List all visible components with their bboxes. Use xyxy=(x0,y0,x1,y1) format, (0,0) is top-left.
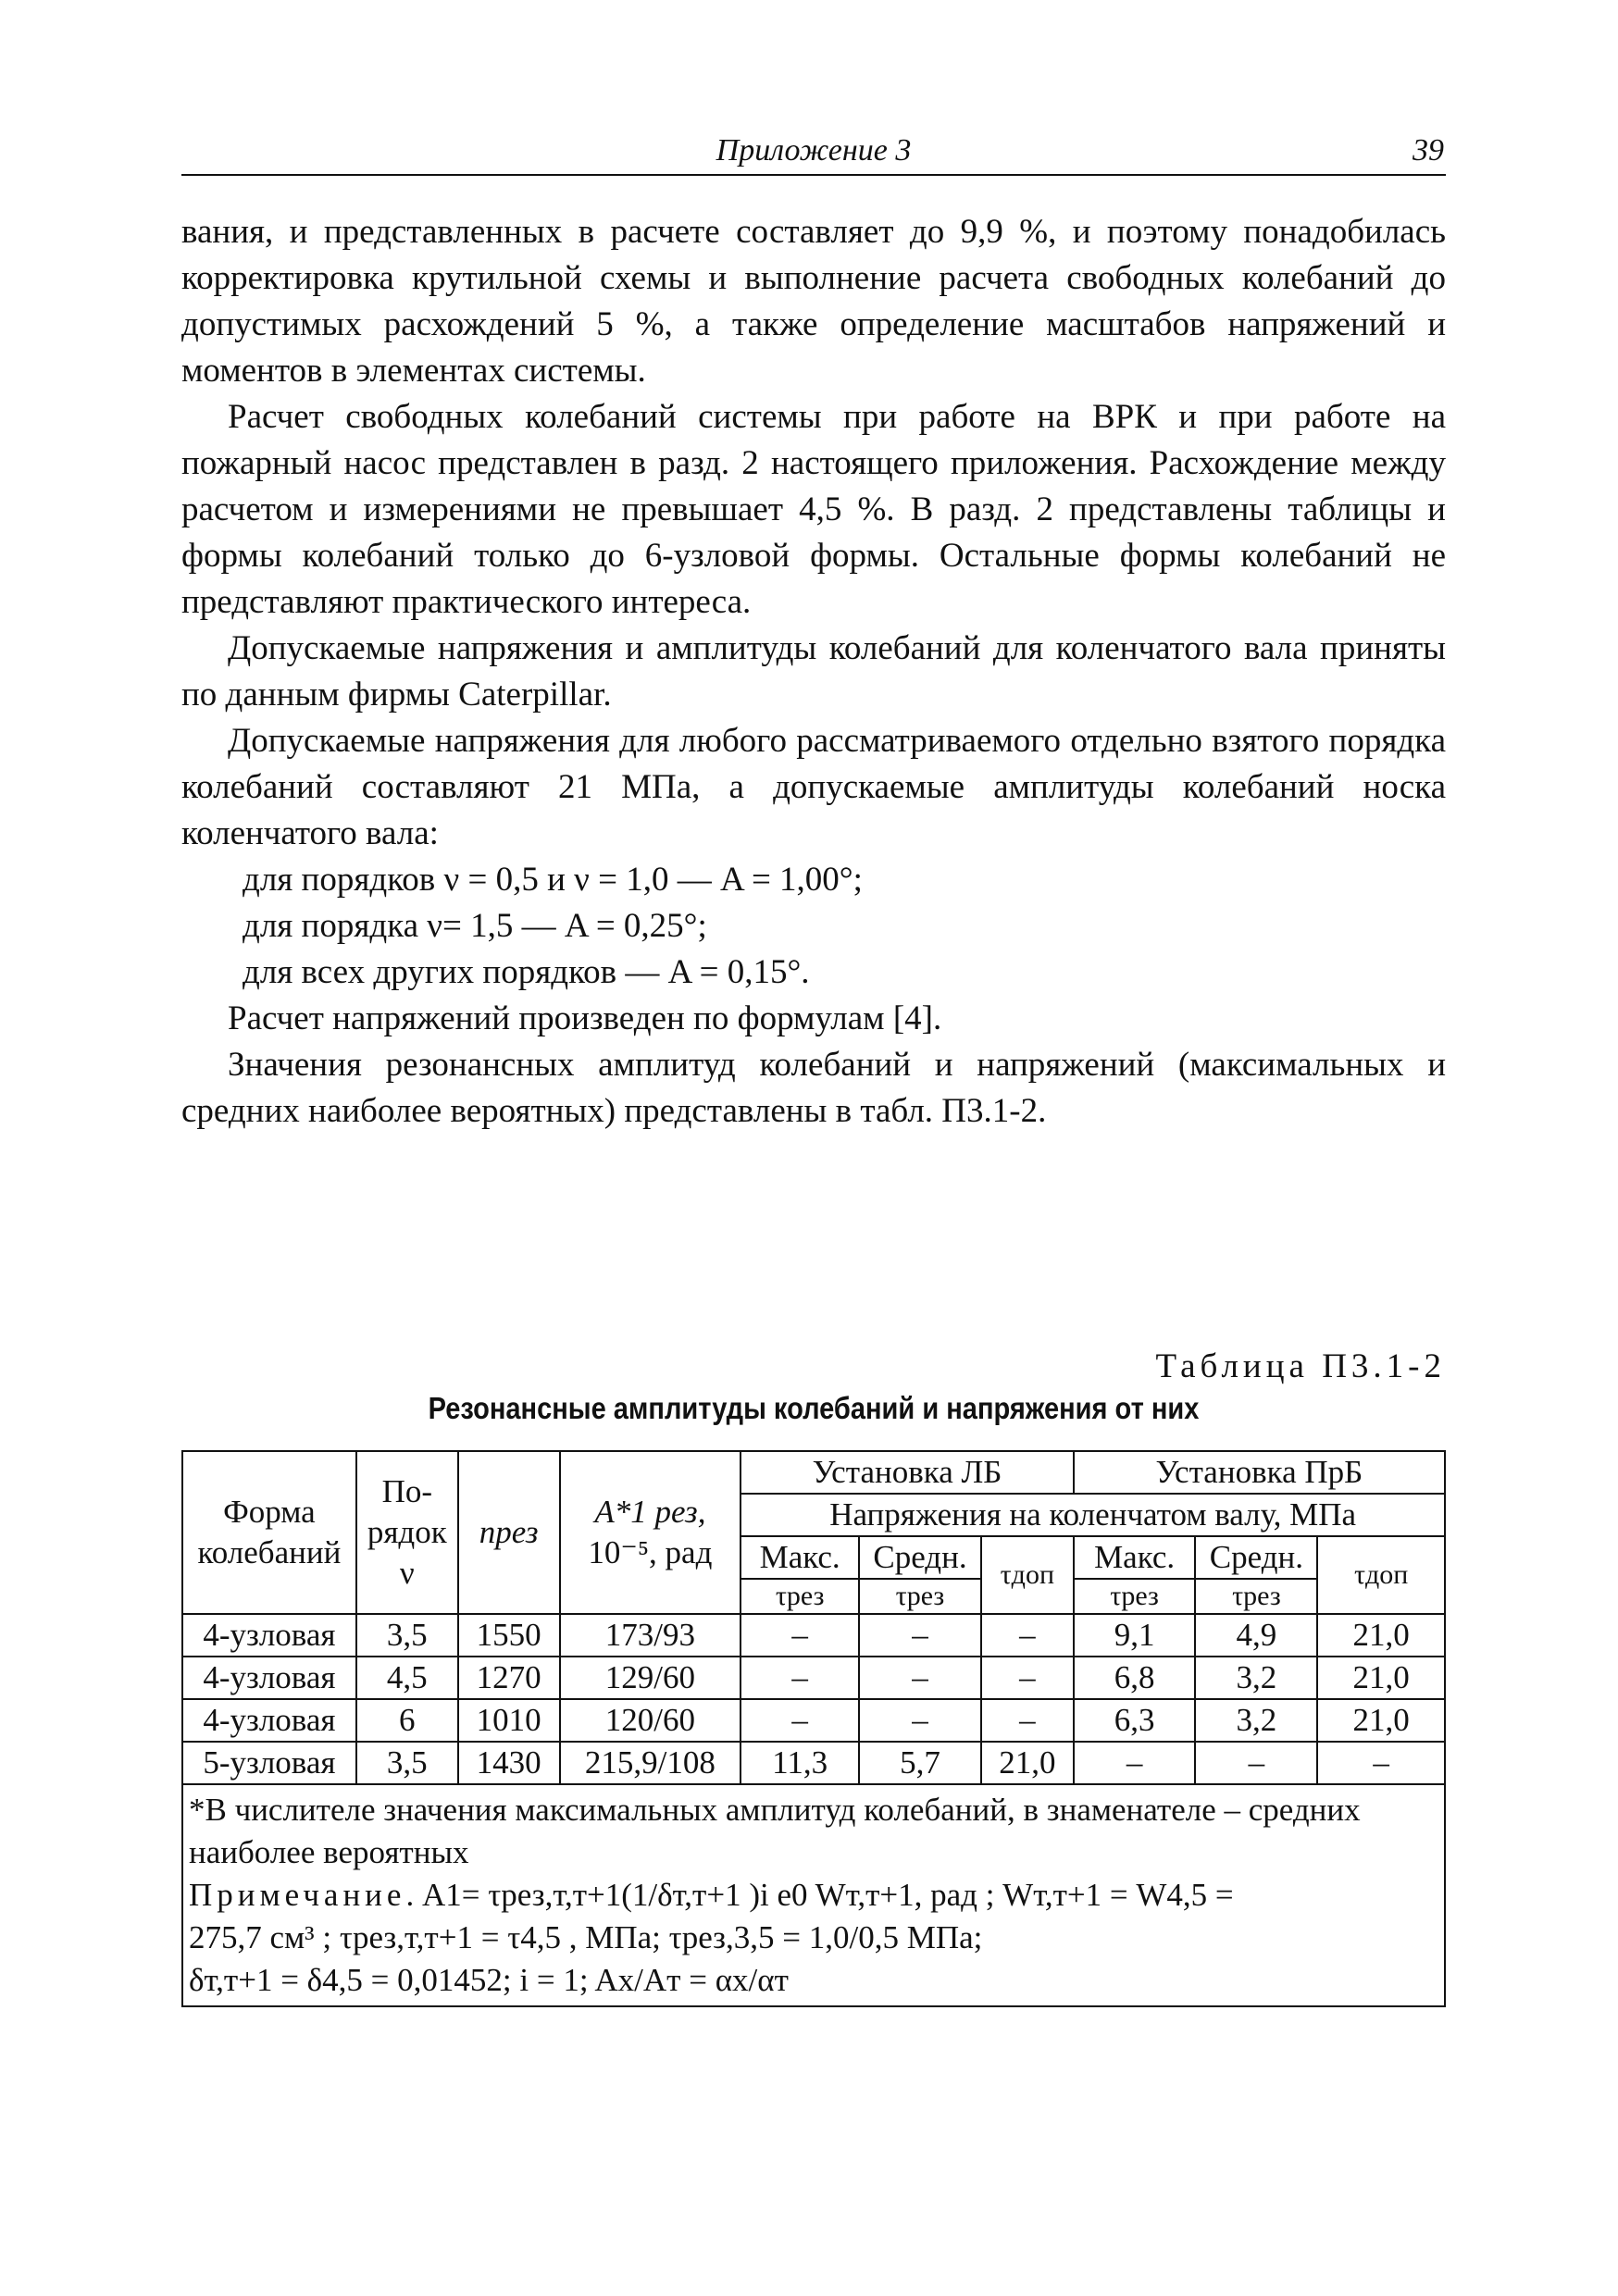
table-row xyxy=(182,1614,1445,1657)
cell-prb-avg: 3,2 xyxy=(1195,1657,1317,1699)
paragraph: Расчет свободных колебаний системы при работе на ВРК и при работе на пожарный насос представлен в разд. 2 настоящего приложения. Расхождение между расчетом и измерениями не превышает 4,5 %. В разд. 2 представлены таблицы и формы колебаний только до 6-узловой формы. Остальные формы колебаний не представляют практического интереса. xyxy=(181,398,1446,621)
limit-line: для порядков ν = 0,5 и ν = 1,0 — A = 1,00°; xyxy=(243,861,863,899)
paragraph: Расчет напряжений произведен по формулам [4]. xyxy=(228,999,942,1037)
paragraph: Допускаемые напряжения для любого рассматриваемого отдельно взятого порядка колебаний составляют 21 МПа, а допускаемые амплитуды колебаний носка коленчатого вала: xyxy=(181,722,1446,852)
body-text xyxy=(181,209,1446,1135)
cell-nrez: 1270 xyxy=(458,1657,560,1699)
header-install-prb: Установка ПрБ xyxy=(1074,1451,1445,1494)
header-tau-dop-lb: τдоп xyxy=(981,1536,1074,1614)
cell-form: 5-узловая xyxy=(182,1742,356,1784)
cell-lb-avg: 5,7 xyxy=(859,1742,981,1784)
table-row xyxy=(182,1742,1445,1784)
header-order-symbol: ν xyxy=(399,1555,415,1591)
header-tau-dop-prb: τдоп xyxy=(1317,1536,1445,1614)
table-row xyxy=(182,1699,1445,1742)
cell-amplitude: 215,9/108 xyxy=(560,1742,741,1784)
note-line2: 275,7 см³ ; τрез,т,т+1 = τ4,5 , МПа; τрез,3,5 = 1,0/0,5 МПа; xyxy=(189,1919,983,1955)
table-caption: Таблица П3.1-2 xyxy=(1155,1347,1446,1385)
header-amplitude-line2: 10⁻⁵, рад xyxy=(588,1534,713,1570)
cell-prb-avg: 4,9 xyxy=(1195,1614,1317,1657)
cell-amplitude: 129/60 xyxy=(560,1657,741,1699)
header-form: Форма колебаний xyxy=(182,1451,356,1614)
note-line3: δт,т+1 = δ4,5 = 0,01452; i = 1; Ax/Aт = αx/αт xyxy=(189,1962,789,1998)
header-tau-rez: τрез xyxy=(741,1579,859,1614)
table-row xyxy=(182,1657,1445,1699)
limit-line: для порядка ν= 1,5 — A = 0,25°; xyxy=(243,907,707,945)
paragraph: вания, и представленных в расчете составляет до 9,9 %, и поэтому понадобилась корректировка крутильной схемы и выполнение расчета свободных колебаний до допустимых расхождений 5 %, а также определение масштабов напряжений и моментов в элементах системы. xyxy=(181,213,1446,390)
cell-prb-dop: 21,0 xyxy=(1317,1699,1445,1742)
cell-lb-dop: – xyxy=(981,1699,1074,1742)
cell-lb-max: 11,3 xyxy=(741,1742,859,1784)
cell-order: 6 xyxy=(356,1699,458,1742)
note-line1: . A1= τрез,т,т+1(1/δт,т+1 )i e0 Wт,т+1, рад ; Wт,т+1 = W4,5 = xyxy=(405,1877,1234,1913)
cell-nrez: 1550 xyxy=(458,1614,560,1657)
cell-lb-dop: – xyxy=(981,1614,1074,1657)
table-note xyxy=(189,1874,1438,1917)
cell-amplitude: 173/93 xyxy=(560,1614,741,1657)
cell-lb-dop: 21,0 xyxy=(981,1742,1074,1784)
header-order-line1: По- xyxy=(381,1473,433,1509)
header-amplitude-line1: A*1 рез, xyxy=(594,1494,706,1530)
paragraph: Значения резонансных амплитуд колебаний и напряжений (максимальных и средних наиболее вероятных) представлены в табл. П3.1-2. xyxy=(181,1046,1446,1130)
cell-lb-dop: – xyxy=(981,1657,1074,1699)
header-amplitude xyxy=(560,1451,741,1614)
cell-prb-max: 6,8 xyxy=(1074,1657,1196,1699)
cell-prb-max: – xyxy=(1074,1742,1196,1784)
cell-prb-max: 9,1 xyxy=(1074,1614,1196,1657)
cell-prb-dop: – xyxy=(1317,1742,1445,1784)
header-tau-rez: τрез xyxy=(1074,1579,1196,1614)
header-install-lb: Установка ЛБ xyxy=(741,1451,1073,1494)
resonance-table xyxy=(181,1450,1446,2007)
footnote-row xyxy=(182,1784,1445,2006)
cell-lb-max: – xyxy=(741,1614,859,1657)
table-footnote xyxy=(182,1784,1445,2006)
cell-prb-dop: 21,0 xyxy=(1317,1657,1445,1699)
paragraph: Допускаемые напряжения и амплитуды колебаний для коленчатого вала приняты по данным фирмы Caterpillar. xyxy=(181,629,1446,714)
cell-prb-avg: – xyxy=(1195,1742,1317,1784)
cell-lb-avg: – xyxy=(859,1614,981,1657)
cell-amplitude: 120/60 xyxy=(560,1699,741,1742)
limit-line: для всех других порядков — A = 0,15°. xyxy=(243,953,810,991)
cell-form: 4-узловая xyxy=(182,1699,356,1742)
cell-form: 4-узловая xyxy=(182,1614,356,1657)
cell-lb-avg: – xyxy=(859,1657,981,1699)
header-order-line2: рядок xyxy=(367,1514,447,1550)
header-nrez: nрез xyxy=(458,1451,560,1614)
cell-lb-max: – xyxy=(741,1699,859,1742)
page-number: 39 xyxy=(1413,133,1444,168)
cell-nrez: 1010 xyxy=(458,1699,560,1742)
cell-lb-max: – xyxy=(741,1657,859,1699)
header-stress-group: Напряжения на коленчатом валу, МПа xyxy=(741,1494,1445,1536)
header-max-prb: Макс. xyxy=(1074,1536,1196,1579)
cell-prb-avg: 3,2 xyxy=(1195,1699,1317,1742)
cell-form: 4-узловая xyxy=(182,1657,356,1699)
header-avg-lb: Средн. xyxy=(859,1536,981,1579)
header-title: Приложение 3 xyxy=(716,133,912,168)
cell-order: 3,5 xyxy=(356,1614,458,1657)
header-max-lb: Макс. xyxy=(741,1536,859,1579)
cell-order: 4,5 xyxy=(356,1657,458,1699)
header-tau-rez: τрез xyxy=(859,1579,981,1614)
header-order xyxy=(356,1451,458,1614)
cell-prb-dop: 21,0 xyxy=(1317,1614,1445,1657)
note-label: Примечание xyxy=(189,1877,406,1913)
footnote-text: *В числителе значения максимальных амплитуд колебаний, в знаменателе – средних наиболее вероятных xyxy=(189,1792,1361,1870)
table-title: Резонансные амплитуды колебаний и напряжения от них xyxy=(428,1391,1200,1425)
running-header xyxy=(181,130,1446,176)
cell-prb-max: 6,3 xyxy=(1074,1699,1196,1742)
header-row xyxy=(182,1451,1445,1494)
cell-nrez: 1430 xyxy=(458,1742,560,1784)
header-tau-rez: τрез xyxy=(1195,1579,1317,1614)
cell-lb-avg: – xyxy=(859,1699,981,1742)
cell-order: 3,5 xyxy=(356,1742,458,1784)
header-avg-prb: Средн. xyxy=(1195,1536,1317,1579)
